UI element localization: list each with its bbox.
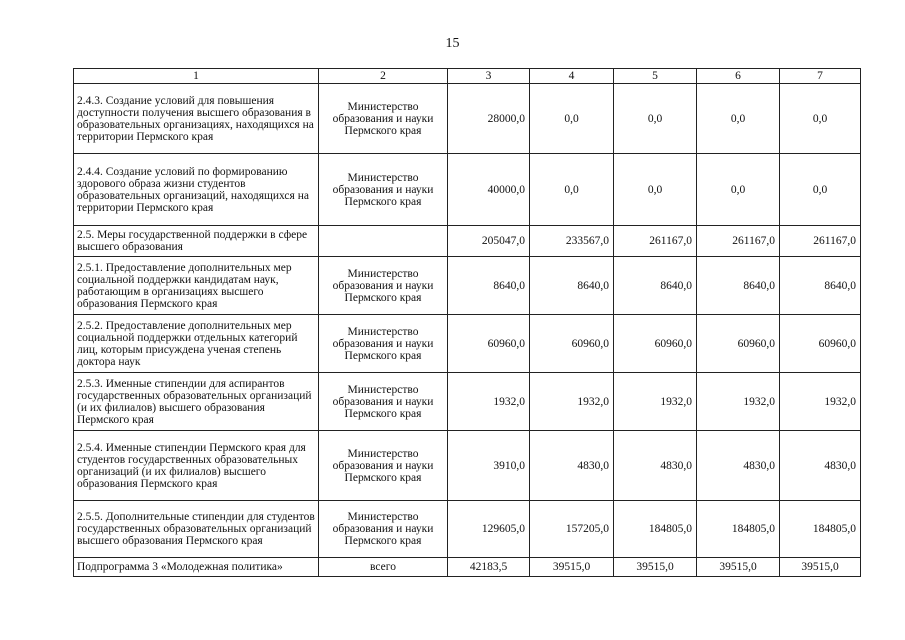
value-cell: 0,0 bbox=[530, 154, 614, 226]
table-row bbox=[74, 315, 861, 373]
value-cell: 261167,0 bbox=[614, 226, 697, 257]
item-name-cell: Подпрограмма 3 «Молодежная политика» bbox=[74, 558, 319, 577]
table-row bbox=[74, 431, 861, 501]
item-name-cell: 2.5.2. Предоставление дополнительных мер социальной поддержки отдельных категорий лиц, которым присуждена ученая степень доктора наук bbox=[74, 315, 319, 373]
header-cell: 2 bbox=[319, 69, 448, 84]
value-cell: 4830,0 bbox=[697, 431, 780, 501]
item-name-cell: 2.5.5. Дополнительные стипендии для студентов государственных образовательных организаций высшего образования Пермского края bbox=[74, 501, 319, 558]
value-cell: 8640,0 bbox=[448, 257, 530, 315]
header-cell: 4 bbox=[530, 69, 614, 84]
value-cell: 4830,0 bbox=[614, 431, 697, 501]
value-cell: 261167,0 bbox=[780, 226, 861, 257]
value-cell: 0,0 bbox=[697, 84, 780, 154]
value-cell: 8640,0 bbox=[530, 257, 614, 315]
value-cell: 129605,0 bbox=[448, 501, 530, 558]
value-cell: 28000,0 bbox=[448, 84, 530, 154]
value-cell: 40000,0 bbox=[448, 154, 530, 226]
value-cell: 0,0 bbox=[614, 154, 697, 226]
executor-cell: Министерство образования и науки Пермского края bbox=[319, 373, 448, 431]
table-row bbox=[74, 226, 861, 257]
page-number: 15 bbox=[445, 36, 460, 51]
value-cell: 0,0 bbox=[780, 84, 861, 154]
executor-cell: Министерство образования и науки Пермского края bbox=[319, 84, 448, 154]
value-cell: 0,0 bbox=[697, 154, 780, 226]
budget-table bbox=[73, 68, 861, 577]
header-cell: 7 bbox=[780, 69, 861, 84]
executor-cell bbox=[319, 226, 448, 257]
value-cell: 1932,0 bbox=[448, 373, 530, 431]
value-cell: 39515,0 bbox=[614, 558, 697, 577]
header-cell: 3 bbox=[448, 69, 530, 84]
header-cell: 6 bbox=[697, 69, 780, 84]
value-cell: 8640,0 bbox=[614, 257, 697, 315]
item-name-cell: 2.5.1. Предоставление дополнительных мер социальной поддержки кандидатам наук, работающим в организациях высшего образования Пермского края bbox=[74, 257, 319, 315]
executor-cell: Министерство образования и науки Пермского края bbox=[319, 257, 448, 315]
item-name-cell: 2.4.4. Создание условий по формированию здорового образа жизни студентов образовательных организаций, находящихся на территории Пермского края bbox=[74, 154, 319, 226]
value-cell: 8640,0 bbox=[780, 257, 861, 315]
value-cell: 39515,0 bbox=[530, 558, 614, 577]
executor-cell: Министерство образования и науки Пермского края bbox=[319, 431, 448, 501]
header-cell: 1 bbox=[74, 69, 319, 84]
table-row bbox=[74, 154, 861, 226]
value-cell: 4830,0 bbox=[530, 431, 614, 501]
value-cell: 1932,0 bbox=[697, 373, 780, 431]
value-cell: 60960,0 bbox=[697, 315, 780, 373]
executor-cell: Министерство образования и науки Пермского края bbox=[319, 154, 448, 226]
value-cell: 157205,0 bbox=[530, 501, 614, 558]
value-cell: 42183,5 bbox=[448, 558, 530, 577]
value-cell: 0,0 bbox=[780, 154, 861, 226]
value-cell: 205047,0 bbox=[448, 226, 530, 257]
executor-cell: Министерство образования и науки Пермского края bbox=[319, 315, 448, 373]
value-cell: 261167,0 bbox=[697, 226, 780, 257]
executor-cell: всего bbox=[319, 558, 448, 577]
table-row bbox=[74, 84, 861, 154]
value-cell: 60960,0 bbox=[780, 315, 861, 373]
item-name-cell: 2.5.4. Именные стипендии Пермского края для студентов государственных образовательных организаций (и их филиалов) высшего образования Пермского края bbox=[74, 431, 319, 501]
value-cell: 3910,0 bbox=[448, 431, 530, 501]
value-cell: 60960,0 bbox=[448, 315, 530, 373]
value-cell: 8640,0 bbox=[697, 257, 780, 315]
header-cell: 5 bbox=[614, 69, 697, 84]
value-cell: 1932,0 bbox=[780, 373, 861, 431]
table-row bbox=[74, 373, 861, 431]
value-cell: 60960,0 bbox=[614, 315, 697, 373]
value-cell: 0,0 bbox=[614, 84, 697, 154]
table-header-row bbox=[74, 69, 861, 84]
table-row bbox=[74, 257, 861, 315]
value-cell: 184805,0 bbox=[780, 501, 861, 558]
item-name-cell: 2.4.3. Создание условий для повышения доступности получения высшего образования в образовательных организациях, находящихся на территории Пермского края bbox=[74, 84, 319, 154]
value-cell: 4830,0 bbox=[780, 431, 861, 501]
value-cell: 0,0 bbox=[530, 84, 614, 154]
executor-cell: Министерство образования и науки Пермского края bbox=[319, 501, 448, 558]
value-cell: 233567,0 bbox=[530, 226, 614, 257]
value-cell: 39515,0 bbox=[697, 558, 780, 577]
item-name-cell: 2.5.3. Именные стипендии для аспирантов государственных образовательных организаций (и их филиалов) высшего образования Пермского края bbox=[74, 373, 319, 431]
table-row bbox=[74, 558, 861, 577]
value-cell: 39515,0 bbox=[780, 558, 861, 577]
value-cell: 1932,0 bbox=[614, 373, 697, 431]
value-cell: 184805,0 bbox=[697, 501, 780, 558]
table-row bbox=[74, 501, 861, 558]
value-cell: 60960,0 bbox=[530, 315, 614, 373]
value-cell: 184805,0 bbox=[614, 501, 697, 558]
item-name-cell: 2.5. Меры государственной поддержки в сфере высшего образования bbox=[74, 226, 319, 257]
value-cell: 1932,0 bbox=[530, 373, 614, 431]
